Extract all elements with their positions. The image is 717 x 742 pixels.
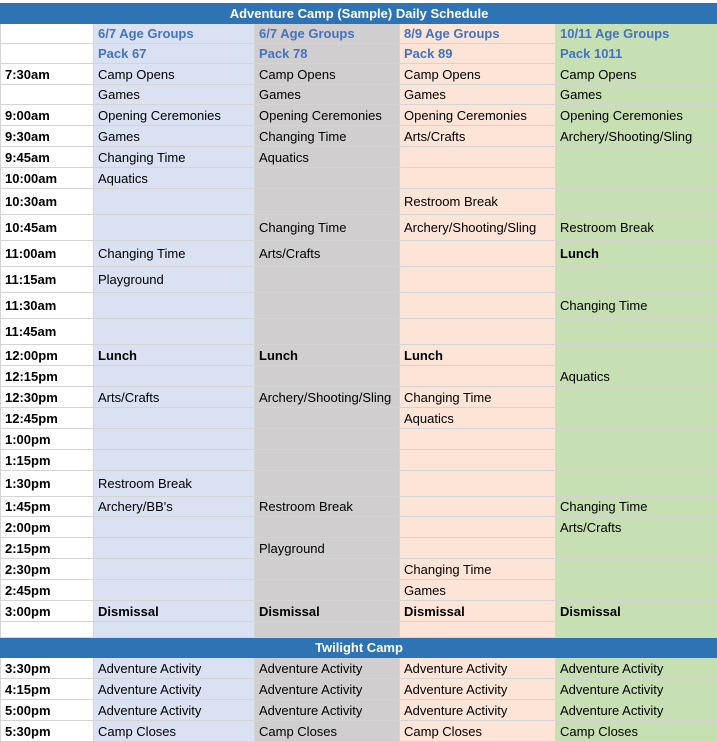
header-time-cell[interactable] [1,44,94,64]
activity-cell[interactable]: Adventure Activity [556,679,717,700]
pack-row [1,44,717,64]
activity-cell[interactable]: Adventure Activity [400,658,556,679]
header-time-cell[interactable] [1,24,94,44]
activity-cell[interactable] [255,471,400,497]
age-group-cell[interactable]: 6/7 Age Groups [94,24,255,44]
schedule-row [1,215,717,241]
age-group-cell[interactable]: 6/7 Age Groups [255,24,400,44]
twilight-title[interactable]: Twilight Camp [1,638,717,658]
activity-cell[interactable]: Aquatics [94,168,255,189]
schedule-title[interactable]: Adventure Camp (Sample) Daily Schedule [1,4,717,24]
activity-cell[interactable]: Adventure Activity [94,679,255,700]
schedule-row [1,517,717,538]
activity-cell[interactable]: Camp Closes [400,721,556,742]
activity-cell[interactable] [255,429,400,450]
activity-cell[interactable] [255,366,400,387]
schedule-row [1,293,717,319]
time-cell[interactable]: 2:15pm [1,538,94,559]
activity-cell[interactable] [556,387,717,408]
age-group-row [1,24,717,44]
activity-cell[interactable]: Adventure Activity [255,700,400,721]
schedule-row [1,267,717,293]
time-cell[interactable]: 1:45pm [1,497,94,517]
time-cell[interactable]: 5:00pm [1,700,94,721]
activity-cell[interactable] [556,408,717,429]
activity-cell[interactable] [400,366,556,387]
schedule-row [1,450,717,471]
twilight-row [1,721,717,742]
activity-cell[interactable] [94,517,255,538]
schedule-row [1,559,717,580]
activity-cell[interactable] [255,517,400,538]
activity-cell[interactable]: Archery/BB's [94,497,255,517]
time-cell[interactable]: 2:00pm [1,517,94,538]
activity-cell[interactable]: Camp Closes [94,721,255,742]
activity-cell[interactable]: Changing Time [400,387,556,408]
schedule-row [1,319,717,345]
time-cell[interactable]: 12:15pm [1,366,94,387]
activity-cell[interactable]: Games [400,85,556,105]
activity-cell[interactable] [400,429,556,450]
activity-cell[interactable]: Games [94,126,255,147]
time-cell[interactable]: 3:00pm [1,601,94,622]
pack-cell[interactable]: Pack 78 [255,44,400,64]
schedule-row [1,601,717,622]
activity-cell[interactable] [556,319,717,345]
time-cell[interactable]: 4:15pm [1,679,94,700]
activity-cell[interactable] [400,293,556,319]
schedule-body [1,4,717,742]
activity-cell[interactable]: Arts/Crafts [556,517,717,538]
activity-cell[interactable] [556,189,717,215]
activity-cell[interactable] [255,450,400,471]
activity-cell[interactable]: Arts/Crafts [400,126,556,147]
activity-cell[interactable]: Dismissal [400,601,556,622]
activity-cell[interactable] [400,168,556,189]
activity-cell[interactable] [400,538,556,559]
schedule-row [1,497,717,517]
activity-cell[interactable] [556,538,717,559]
activity-cell[interactable] [400,147,556,168]
activity-cell[interactable]: Aquatics [255,147,400,168]
activity-cell[interactable] [556,450,717,471]
title-row [1,4,717,24]
activity-cell[interactable] [255,293,400,319]
activity-cell[interactable] [556,267,717,293]
activity-cell[interactable]: Adventure Activity [94,700,255,721]
schedule-row [1,580,717,601]
time-cell[interactable]: 12:45pm [1,408,94,429]
activity-cell[interactable] [556,559,717,580]
schedule-row [1,189,717,215]
activity-cell[interactable] [255,267,400,293]
time-cell[interactable]: 11:00am [1,241,94,267]
schedule-row [1,85,717,105]
activity-cell[interactable] [556,471,717,497]
schedule-row [1,387,717,408]
pack-cell[interactable]: Pack 1011 [556,44,717,64]
activity-cell[interactable]: Camp Opens [94,64,255,85]
twilight-title-row [1,638,717,658]
activity-cell[interactable]: Changing Time [556,293,717,319]
activity-cell[interactable]: Restroom Break [255,497,400,517]
schedule-row [1,538,717,559]
time-cell[interactable]: 11:30am [1,293,94,319]
twilight-row [1,700,717,721]
activity-cell[interactable]: Dismissal [255,601,400,622]
activity-cell[interactable]: Opening Ceremonies [94,105,255,126]
spacer-cell[interactable] [94,622,255,638]
activity-cell[interactable] [94,450,255,471]
activity-cell[interactable] [400,267,556,293]
time-cell[interactable]: 2:30pm [1,559,94,580]
time-cell[interactable]: 9:45am [1,147,94,168]
activity-cell[interactable]: Archery/Shooting/Sling [255,387,400,408]
schedule-row [1,408,717,429]
activity-cell[interactable]: Restroom Break [94,471,255,497]
activity-cell[interactable]: Arts/Crafts [255,241,400,267]
time-cell[interactable]: 12:30pm [1,387,94,408]
schedule-row [1,168,717,189]
activity-cell[interactable]: Opening Ceremonies [400,105,556,126]
activity-cell[interactable]: Dismissal [556,601,717,622]
time-cell[interactable]: 1:15pm [1,450,94,471]
time-cell[interactable]: 2:45pm [1,580,94,601]
pack-cell[interactable]: Pack 67 [94,44,255,64]
time-cell[interactable]: 10:30am [1,189,94,215]
schedule-row [1,126,717,147]
activity-cell[interactable] [556,580,717,601]
schedule-row [1,471,717,497]
activity-cell[interactable]: Opening Ceremonies [556,105,717,126]
activity-cell[interactable] [94,559,255,580]
activity-cell[interactable] [255,168,400,189]
activity-cell[interactable]: Adventure Activity [400,700,556,721]
activity-cell[interactable]: Games [400,580,556,601]
activity-cell[interactable]: Games [94,85,255,105]
activity-cell[interactable] [400,497,556,517]
activity-cell[interactable]: Changing Time [255,215,400,241]
schedule-sheet [0,3,717,742]
twilight-row [1,679,717,700]
activity-cell[interactable]: Camp Opens [400,64,556,85]
activity-cell[interactable] [255,408,400,429]
schedule-row [1,241,717,267]
time-cell[interactable] [1,85,94,105]
activity-cell[interactable]: Archery/Shooting/Sling [556,126,717,147]
time-cell[interactable]: 9:30am [1,126,94,147]
activity-cell[interactable]: Lunch [556,241,717,267]
activity-cell[interactable]: Games [556,85,717,105]
activity-cell[interactable] [255,559,400,580]
activity-cell[interactable]: Changing Time [400,559,556,580]
activity-cell[interactable] [94,366,255,387]
spacer-cell[interactable] [556,622,717,638]
activity-cell[interactable]: Adventure Activity [255,658,400,679]
time-cell[interactable]: 1:00pm [1,429,94,450]
activity-cell[interactable]: Opening Ceremonies [255,105,400,126]
twilight-row [1,658,717,679]
activity-cell[interactable]: Camp Closes [556,721,717,742]
schedule-row [1,147,717,168]
activity-cell[interactable] [94,293,255,319]
activity-cell[interactable] [556,345,717,366]
activity-cell[interactable] [255,189,400,215]
activity-cell[interactable]: Adventure Activity [255,679,400,700]
activity-cell[interactable]: Changing Time [94,241,255,267]
activity-cell[interactable]: Archery/Shooting/Sling [400,215,556,241]
schedule-row [1,105,717,126]
age-group-cell[interactable]: 10/11 Age Groups [556,24,717,44]
time-cell[interactable]: 11:15am [1,267,94,293]
activity-cell[interactable]: Playground [94,267,255,293]
schedule-row [1,429,717,450]
activity-cell[interactable]: Adventure Activity [556,700,717,721]
activity-cell[interactable] [400,319,556,345]
activity-cell[interactable] [94,319,255,345]
activity-cell[interactable] [94,215,255,241]
activity-cell[interactable]: Changing Time [94,147,255,168]
activity-cell[interactable]: Arts/Crafts [94,387,255,408]
activity-cell[interactable]: Camp Closes [255,721,400,742]
schedule-row [1,64,717,85]
activity-cell[interactable] [556,168,717,189]
activity-cell[interactable] [556,429,717,450]
time-cell[interactable]: 5:30pm [1,721,94,742]
time-cell[interactable]: 10:00am [1,168,94,189]
activity-cell[interactable] [400,241,556,267]
activity-cell[interactable] [94,189,255,215]
activity-cell[interactable] [255,580,400,601]
time-cell[interactable]: 7:30am [1,64,94,85]
activity-cell[interactable]: Aquatics [556,366,717,387]
activity-cell[interactable]: Changing Time [255,126,400,147]
time-cell[interactable]: 11:45am [1,319,94,345]
activity-cell[interactable] [556,147,717,168]
activity-cell[interactable]: Lunch [94,345,255,366]
spacer-cell[interactable] [1,622,94,638]
activity-cell[interactable]: Adventure Activity [400,679,556,700]
time-cell[interactable]: 3:30pm [1,658,94,679]
time-cell[interactable]: 1:30pm [1,471,94,497]
spacer-cell[interactable] [400,622,556,638]
activity-cell[interactable]: Lunch [255,345,400,366]
spacer-row [1,622,717,638]
activity-cell[interactable]: Aquatics [400,408,556,429]
pack-cell[interactable]: Pack 89 [400,44,556,64]
activity-cell[interactable]: Camp Opens [556,64,717,85]
activity-cell[interactable]: Restroom Break [400,189,556,215]
activity-cell[interactable]: Camp Opens [255,64,400,85]
schedule-row [1,366,717,387]
spacer-cell[interactable] [255,622,400,638]
time-cell[interactable]: 10:45am [1,215,94,241]
activity-cell[interactable] [400,471,556,497]
activity-cell[interactable]: Lunch [400,345,556,366]
activity-cell[interactable] [94,429,255,450]
schedule-row [1,345,717,366]
activity-cell[interactable] [94,408,255,429]
activity-cell[interactable]: Adventure Activity [94,658,255,679]
activity-cell[interactable]: Games [255,85,400,105]
activity-cell[interactable] [94,580,255,601]
activity-cell[interactable] [255,319,400,345]
activity-cell[interactable]: Restroom Break [556,215,717,241]
activity-cell[interactable] [400,450,556,471]
activity-cell[interactable]: Changing Time [556,497,717,517]
activity-cell[interactable]: Dismissal [94,601,255,622]
time-cell[interactable]: 12:00pm [1,345,94,366]
activity-cell[interactable]: Playground [255,538,400,559]
time-cell[interactable]: 9:00am [1,105,94,126]
activity-cell[interactable]: Adventure Activity [556,658,717,679]
age-group-cell[interactable]: 8/9 Age Groups [400,24,556,44]
activity-cell[interactable] [94,538,255,559]
activity-cell[interactable] [400,517,556,538]
